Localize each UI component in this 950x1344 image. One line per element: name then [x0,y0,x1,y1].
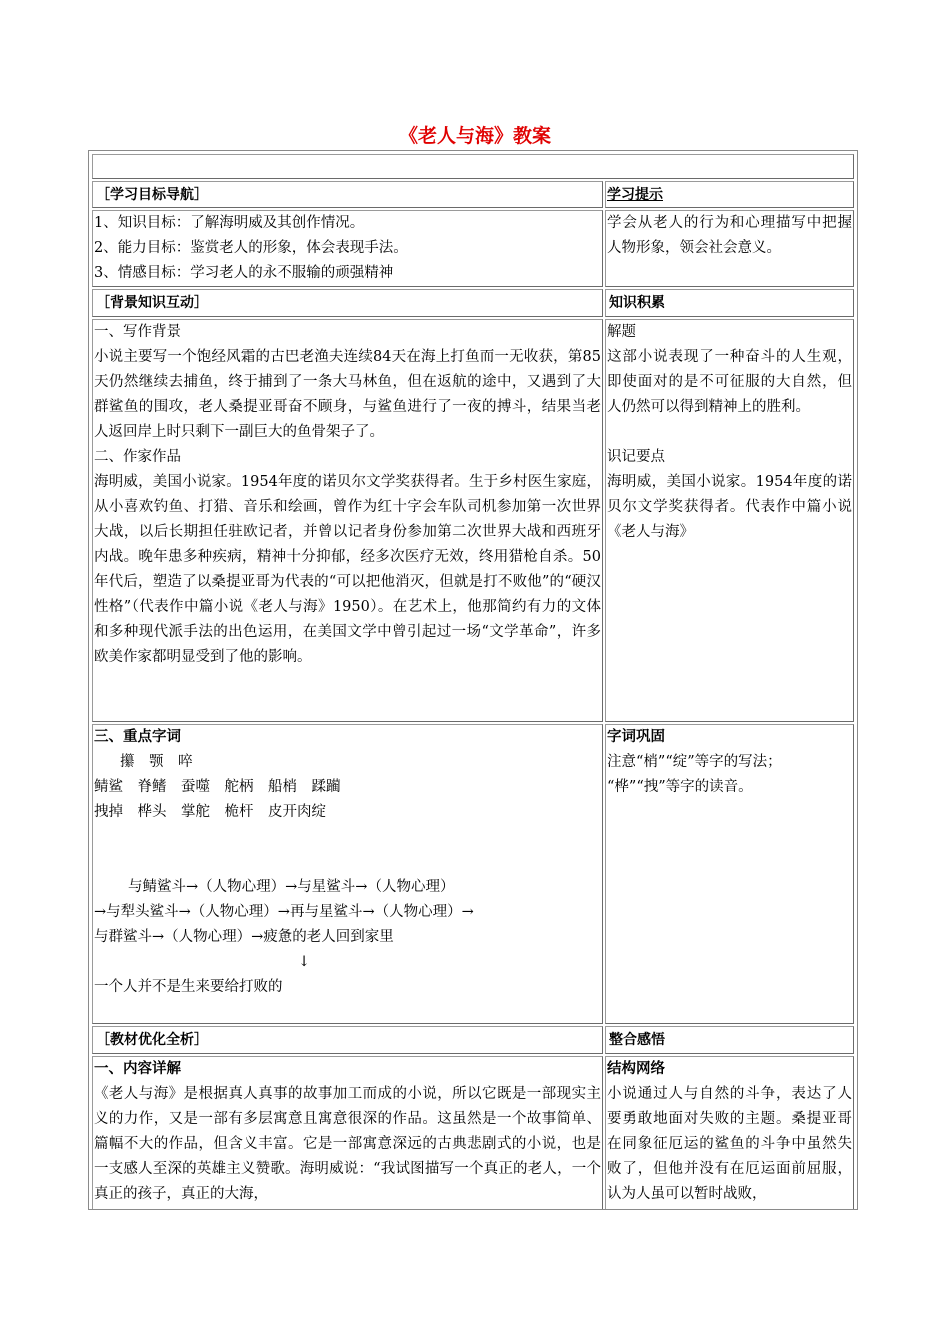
plot-flow-line-3: 与群鲨斗→（人物心理）→疲惫的老人回到家里 [94,929,394,945]
writing-background-text: 小说主要写一个饱经风霜的古巴老渔夫连续84天在海上打鱼而一无收获，第85天仍然继续去捕鱼，终于捕到了一条大马林鱼，但在返航的途中，又遇到了大群鲨鱼的围攻，老人桑提亚哥奋不顾身，与鲨鱼进行了一夜的搏斗，结果当老人返回岸上时只剩下一副巨大的鱼骨架子了。 [94,349,601,440]
plot-flow-line-2: →与犁头鲨斗→（人物心理）→再与星鲨斗→（人物心理）→ [94,904,474,920]
study-hint-text: 学会从老人的行为和心理描写中把握人物形象，领会社会意义。 [607,215,852,256]
shiji-text: 海明威，美国小说家。1954年度的诺贝尔文学奖获得者。代表作中篇小说《老人与海》 [607,474,852,540]
plot-flow-conclusion: 一个人并不是生来要给打败的 [94,979,283,995]
structure-network-cell [605,1056,854,1210]
knowledge-cell [605,319,854,722]
tips-cell [605,210,854,287]
word-consolidation-title: 字词巩固 [607,729,665,745]
word-consolidation-cell [605,724,854,1024]
page-title: 《老人与海》教案 [398,125,551,147]
lesson-plan-table [88,150,858,1210]
goals-cell [92,210,603,287]
key-words-title: 三、重点字词 [94,729,181,745]
goal-knowledge: 1、知识目标：了解海明威及其创作情况。 [94,215,365,231]
structure-network-title: 结构网络 [607,1061,665,1077]
goal-emotion: 3、情感目标：学习老人的永不服输的顽强精神 [94,265,394,281]
jieti-title: 解题 [607,324,636,340]
key-words-line-2: 鲭鲨 脊鳍 蚕噬 舵柄 船梢 蹂躏 [94,779,341,795]
consolidation-line-1: 注意“梢”“绽”等字的写法； [607,754,782,770]
author-works-text: 海明威，美国小说家。1954年度的诺贝尔文学奖获得者。生于乡村医生家庭，从小喜欢钓鱼、打猎、音乐和绘画，曾作为红十字会车队司机参加第一次世界大战，以后长期担任驻欧记者，并曾以记者身份参加第二次世界大战和西班牙内战。晚年患多种疾病，精神十分抑郁，经多次医疗无效，终用猎枪自杀。50年代后，塑造了以桑提亚哥为代表的“可以把他消灭，但就是打不败他”的“硬汉性格”（代表作中篇小说《老人与海》1950）。在艺术上，他那简约有力的文体和多种现代派手法的出色运用，在美国文学中曾引起过一场“文学革命”，许多欧美作家都明显受到了他的影响。 [94,474,601,665]
structure-network-text: 小说通过人与自然的斗争，表达了人要勇敢地面对失败的主题。桑提亚哥在同象征厄运的鲨鱼的斗争中虽然失败了，但他并没有在厄运面前屈服，认为人虽可以暂时战败， [607,1086,852,1202]
goal-ability: 2、能力目标：鉴赏老人的形象，体会表现手法。 [94,240,408,256]
down-arrow-icon: ↓ [298,954,311,970]
section-header-integration: 整合感悟 [605,1026,854,1054]
shiji-title: 识记要点 [607,449,665,465]
key-words-cell [92,724,603,1024]
key-words-line-1: 攥 颚 啐 [120,754,193,770]
section-header-analysis: ［教材优化全析］ [92,1026,603,1054]
content-detail-text: 《老人与海》是根据真人真事的故事加工而成的小说，所以它既是一部现实主义的力作，又是一部有多层寓意且寓意很深的作品。这虽然是一个故事简单、篇幅不大的作品，但含义丰富。它是一部寓意深远的古典悲剧式的小说，也是一支感人至深的英雄主义赞歌。海明威说：“我试图描写一个真正的老人，一个真正的孩子，真正的大海， [94,1086,601,1202]
content-detail-cell [92,1056,603,1210]
section-header-goals: ［学习目标导航］ [92,181,603,208]
consolidation-line-2: “桦”“拽”等字的读音。 [607,779,753,795]
section-header-study-tips: 学习提示 [605,181,854,208]
background-cell [92,319,603,722]
author-works-title: 二、作家作品 [94,449,181,465]
writing-background-title: 一、写作背景 [94,324,181,340]
jieti-text: 这部小说表现了一种奋斗的人生观，即使面对的是不可征服的大自然，但人仍然可以得到精神上的胜利。 [607,349,852,415]
section-header-background: ［背景知识互动］ [92,289,603,317]
key-words-line-3: 拽掉 桦头 掌舵 桅杆 皮开肉绽 [94,804,326,820]
empty-top-row [92,154,854,179]
content-detail-title: 一、内容详解 [94,1061,181,1077]
plot-flow-line-1: 与鲭鲨斗→（人物心理）→与星鲨斗→（人物心理） [128,879,455,895]
section-header-knowledge: 知识积累 [605,289,854,317]
